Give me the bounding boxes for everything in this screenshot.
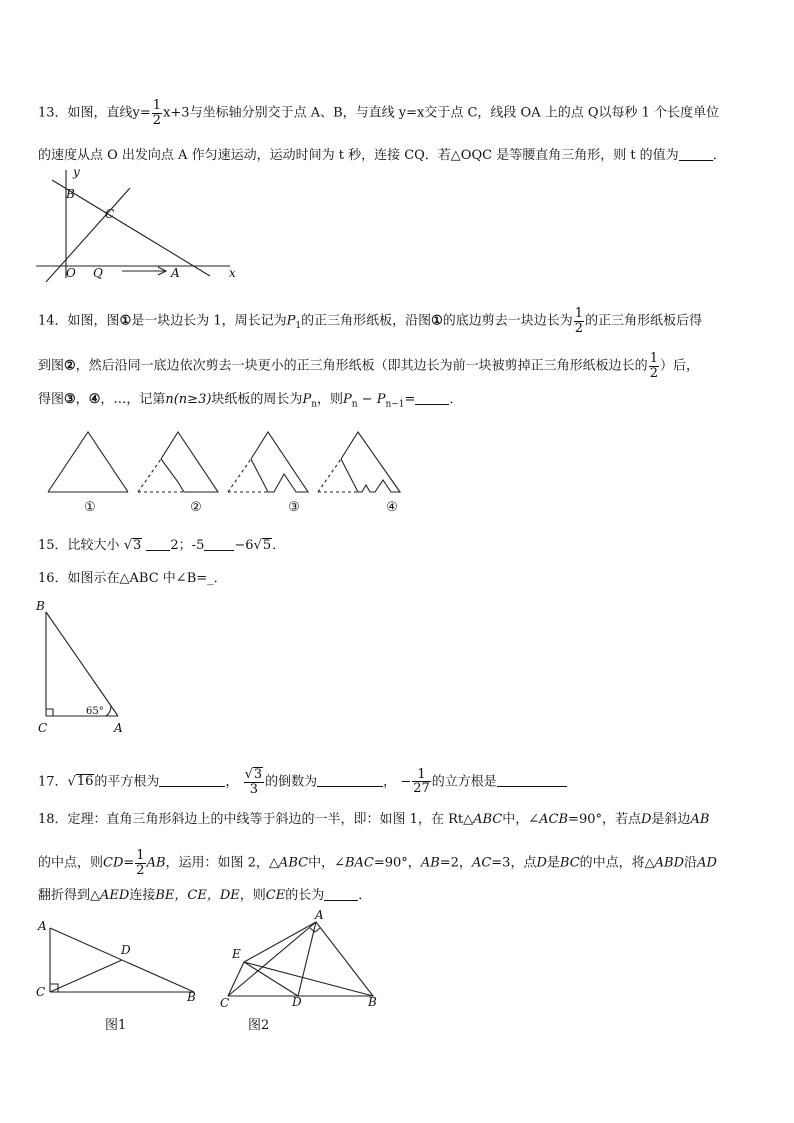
q18-line2: 的中点，则CD= $\frac{1}{2}$ AB，运用：如图 2，△ABC中，∠BAC=90°，AB=2，AC=3，点D是BC的中点，将△ABD沿AD (38, 848, 717, 878)
label-b: B (368, 995, 377, 1009)
q15-line: 15．比较大小 √3 2；-5 −6√5． (38, 538, 286, 553)
q14-line3: 得图③，④，…，记第n(n≥3)块纸板的周长为$P_n$，则$P_n - P_{n-1}=$ ． (38, 392, 463, 410)
q13-figure (30, 166, 240, 282)
label-x: x (229, 266, 236, 280)
angle-65: 65° (86, 706, 104, 717)
label-d: D (292, 995, 302, 1009)
label-b: B (187, 990, 196, 1004)
right-angle-mark (46, 709, 53, 716)
fig-label-3: ③ (288, 500, 300, 515)
q16-line: 16．如图示在△ABC 中∠B=_． (38, 571, 227, 586)
circled-one: ① (119, 313, 132, 329)
label-e: E (232, 947, 241, 961)
segment-be (244, 962, 373, 996)
q13-line1: 13．如图，直线y= $\frac{1}{2}$ x+3与坐标轴分别交于点 A、B，与直线 y=x交于点 C，线段 OA 上的点 Q以每秒 1 个长度单位 (38, 98, 720, 128)
label-b: B (36, 599, 45, 613)
q17-line: 17．√16的平方根为 ， $\frac{√3}{3}$ 的倒数为 ， − $\frac{1}{27}$ 的立方根是 (38, 767, 567, 797)
angle-arc (106, 706, 111, 716)
fig-label-1: ① (84, 500, 96, 515)
label-q: Q (93, 266, 103, 280)
q13-number: 13． (38, 105, 68, 121)
label-c: C (36, 985, 46, 999)
q18-figure1 (34, 918, 204, 1008)
fig-label-4: ④ (386, 500, 398, 515)
segment-ae (244, 922, 316, 962)
label-d: D (121, 943, 131, 957)
label-c: C (105, 207, 115, 221)
q13-fraction: $\frac{1}{2}$ (152, 98, 162, 128)
fig1-caption: 图1 (105, 1018, 127, 1033)
label-a: A (171, 266, 180, 280)
label-o: O (66, 266, 76, 280)
label-c: C (220, 996, 230, 1010)
line-ab (52, 180, 210, 276)
label-a: A (315, 908, 324, 922)
q16-figure (36, 598, 136, 738)
fig2-caption: 图2 (248, 1018, 270, 1033)
q18-line3: 翻折得到△AED连接BE，CE，DE，则CE的长为 ． (38, 888, 372, 903)
label-b: B (66, 187, 75, 201)
fig-label-2: ② (190, 500, 202, 515)
q14-line1: 14．如图，图①是一块边长为 1，周长记为$P_1$的正三角形纸板，沿图①的底边剪去一块边长为 $\frac{1}{2}$ 的正三角形纸板后得 (38, 306, 703, 336)
q13-line2: 的速度从点 O 出发向点 A 作匀速运动，运动时间为 t 秒，连接 CQ．若△OQC 是等腰直角三角形，则 t 的值为 ． (38, 148, 726, 163)
q18-figure2 (218, 908, 393, 1010)
answer-blank (679, 148, 713, 161)
right-angle-mark (310, 928, 320, 932)
label-y: y (73, 165, 80, 179)
segment-ce (228, 962, 244, 996)
segment-ad (298, 922, 316, 996)
q14-figures (46, 430, 406, 516)
q14-line2: 到图②，然后沿同一底边依次剪去一块更小的正三角形纸板（即其边长为前一块被剪掉正三角形纸板边长的 $\frac{1}{2}$ ）后， (38, 351, 699, 381)
segment-ed (244, 962, 298, 996)
q18-line1: 18．定理：直角三角形斜边上的中线等于斜边的一半，即：如图 1，在 Rt△ABC中，∠ACB=90°，若点D是斜边AB (38, 812, 710, 827)
label-a: A (38, 919, 47, 933)
label-c: C (38, 721, 48, 735)
label-a: A (114, 721, 123, 735)
